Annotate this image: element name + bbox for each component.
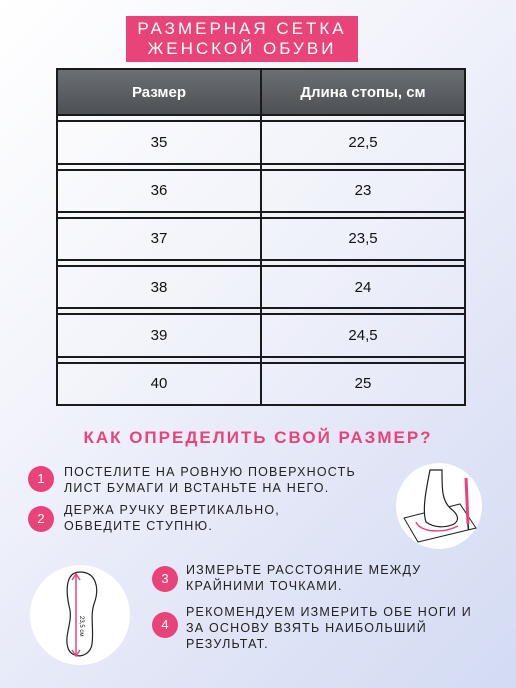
title-line-2: ЖЕНСКОЙ ОБУВИ bbox=[147, 39, 337, 58]
cell-length: 25 bbox=[261, 363, 465, 405]
cell-size: 40 bbox=[57, 363, 261, 405]
cell-size: 35 bbox=[57, 121, 261, 163]
step-1-text: ПОСТЕЛИТЕ НА РОВНУЮ ПОВЕРХНОСТЬ ЛИСТ БУМАГИ И ВСТАНЬТЕ НА НЕГО. bbox=[64, 465, 356, 495]
step-1-badge: 1 bbox=[28, 466, 54, 492]
title-banner bbox=[126, 16, 358, 62]
cell-size: 38 bbox=[57, 266, 261, 308]
foot-tracing-icon bbox=[396, 460, 482, 552]
cell-length: 24 bbox=[261, 266, 465, 308]
step-4-text: РЕКОМЕНДУЕМ ИЗМЕРИТЬ ОБЕ НОГИ И ЗА ОСНОВУ ВЗЯТЬ НАИБОЛЬШИЙ РЕЗУЛЬТАТ. bbox=[186, 605, 472, 651]
step-2-badge: 2 bbox=[28, 506, 54, 532]
cell-size: 36 bbox=[57, 170, 261, 212]
step-3-text: ИЗМЕРЬТЕ РАССТОЯНИЕ МЕЖДУ КРАЙНИМИ ТОЧКАМИ. bbox=[186, 563, 422, 593]
table-row bbox=[57, 218, 465, 260]
step-3-badge: 3 bbox=[152, 566, 178, 592]
howto-title: КАК ОПРЕДЕЛИТЬ СВОЙ РАЗМЕР? bbox=[83, 428, 433, 447]
header-size: Размер bbox=[57, 69, 261, 115]
size-table bbox=[56, 68, 466, 406]
table-row bbox=[57, 266, 465, 308]
cell-length: 23 bbox=[261, 170, 465, 212]
table-row bbox=[57, 121, 465, 163]
cell-length: 22,5 bbox=[261, 121, 465, 163]
table-row bbox=[57, 314, 465, 356]
cell-size: 39 bbox=[57, 314, 261, 356]
cell-length: 24,5 bbox=[261, 314, 465, 356]
table-header-row bbox=[57, 69, 465, 115]
title-line-1: РАЗМЕРНАЯ СЕТКА bbox=[137, 19, 347, 38]
step-2-text: ДЕРЖА РУЧКУ ВЕРТИКАЛЬНО, ОБВЕДИТЕ СТУПНЮ. bbox=[64, 503, 280, 533]
measure-label: 23,5 см bbox=[78, 616, 84, 637]
table-row bbox=[57, 363, 465, 405]
foot-measure-icon bbox=[30, 560, 130, 670]
header-foot-length: Длина стопы, см bbox=[261, 69, 465, 115]
table-row bbox=[57, 170, 465, 212]
step-4-badge: 4 bbox=[152, 612, 178, 638]
cell-size: 37 bbox=[57, 218, 261, 260]
cell-length: 23,5 bbox=[261, 218, 465, 260]
